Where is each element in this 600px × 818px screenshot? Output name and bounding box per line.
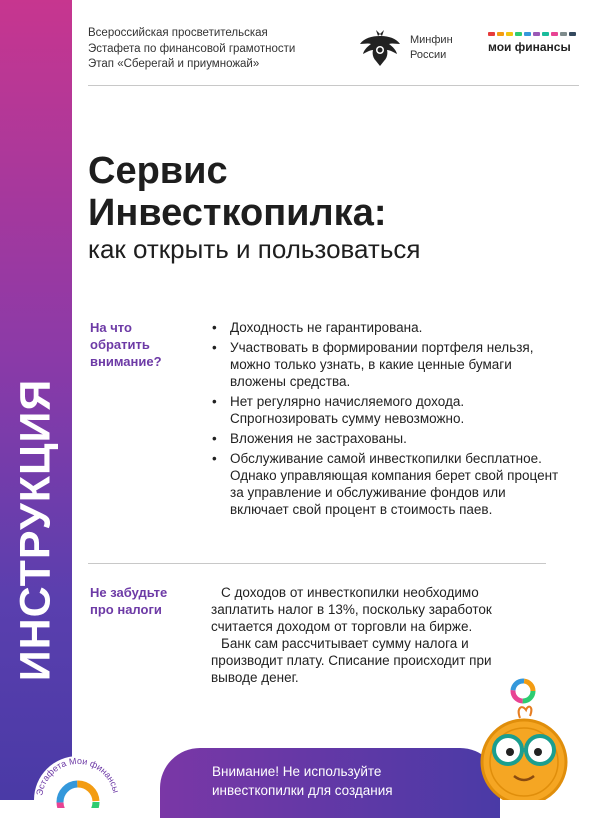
list-item: • Доходность не гарантирована. [212,320,423,335]
coin-mascot-illustration [470,700,580,800]
moi-finansy-logo [488,32,576,54]
stafeta-logo-text: Эстафета Мои финансы [34,755,122,797]
header-event-text [88,26,295,73]
logo-color-segment [506,32,513,36]
taxes-text [211,584,541,686]
eagle-emblem-icon [358,28,402,68]
taxes-paragraph-2: Банк сам рассчитывает сумму налога и производит плату. Списание происходит при выводе денег. [211,636,492,685]
list-item: • Обслуживание самой инвесткопилки бесплатное. Однако управляющая компания берет свой процент за управление и обслуживание фондов или включает свой процент в стоимость паев. [212,451,559,517]
logo-color-segment [488,32,495,36]
list-item: • Участвовать в формировании портфеля нельзя, можно только узнать, в какие ценные бумаги вложены средства. [212,340,534,389]
logo-color-segment [524,32,531,36]
sidebar-label: ИНСТРУКЦИЯ [11,378,60,682]
list-item: • Вложения не застрахованы. [212,431,407,446]
header-line-3: Этап «Сберегай и приумножай» [88,58,260,70]
taxes-label [90,584,167,618]
attention-list [210,319,560,521]
minfin-logo [358,28,453,68]
header-line-1: Всероссийская просветительская [88,27,268,39]
warning-banner-text [212,762,472,800]
taxes-label-line: про налоги [90,602,162,617]
logo-color-segment [551,32,558,36]
minfin-label-2: России [410,49,447,61]
minfin-label-1: Минфин [410,34,453,46]
warning-line-2: инвесткопилки для создания [212,783,393,798]
moi-finansy-text: мои финансы [488,40,571,54]
sidebar-stripe [0,0,72,800]
logo-color-segment [533,32,540,36]
logo-color-segment [569,32,576,36]
title-line-1: Сервис [88,150,228,192]
logo-color-segment [515,32,522,36]
list-item: • Нет регулярно начисляемого дохода. Спрогнозировать сумму невозможно. [212,394,465,426]
attention-label-line: внимание? [90,354,162,369]
warning-line-1: Внимание! Не используйте [212,764,382,779]
taxes-label-line: Не забудьте [90,585,168,600]
header-line-2: Эстафета по финансовой грамотности [88,42,296,55]
logo-color-segment [560,32,567,36]
section-divider [88,563,546,564]
logo-color-segment [497,32,504,36]
attention-label-line: На что [90,320,132,335]
attention-label [90,319,162,370]
moi-finansy-color-bar [488,32,576,36]
taxes-paragraph-1: С доходов от инвесткопилки необходимо заплатить налог в 13%, поскольку заработок считается доходом от торговли на бирже. [211,585,492,634]
attention-label-line: обратить [90,337,150,352]
title-line-2: Инвесткопилка: [88,192,387,234]
title-subtitle: как открыть и пользоваться [88,234,421,264]
logo-color-segment [542,32,549,36]
header-divider [88,85,579,86]
stafeta-logo [28,728,128,808]
